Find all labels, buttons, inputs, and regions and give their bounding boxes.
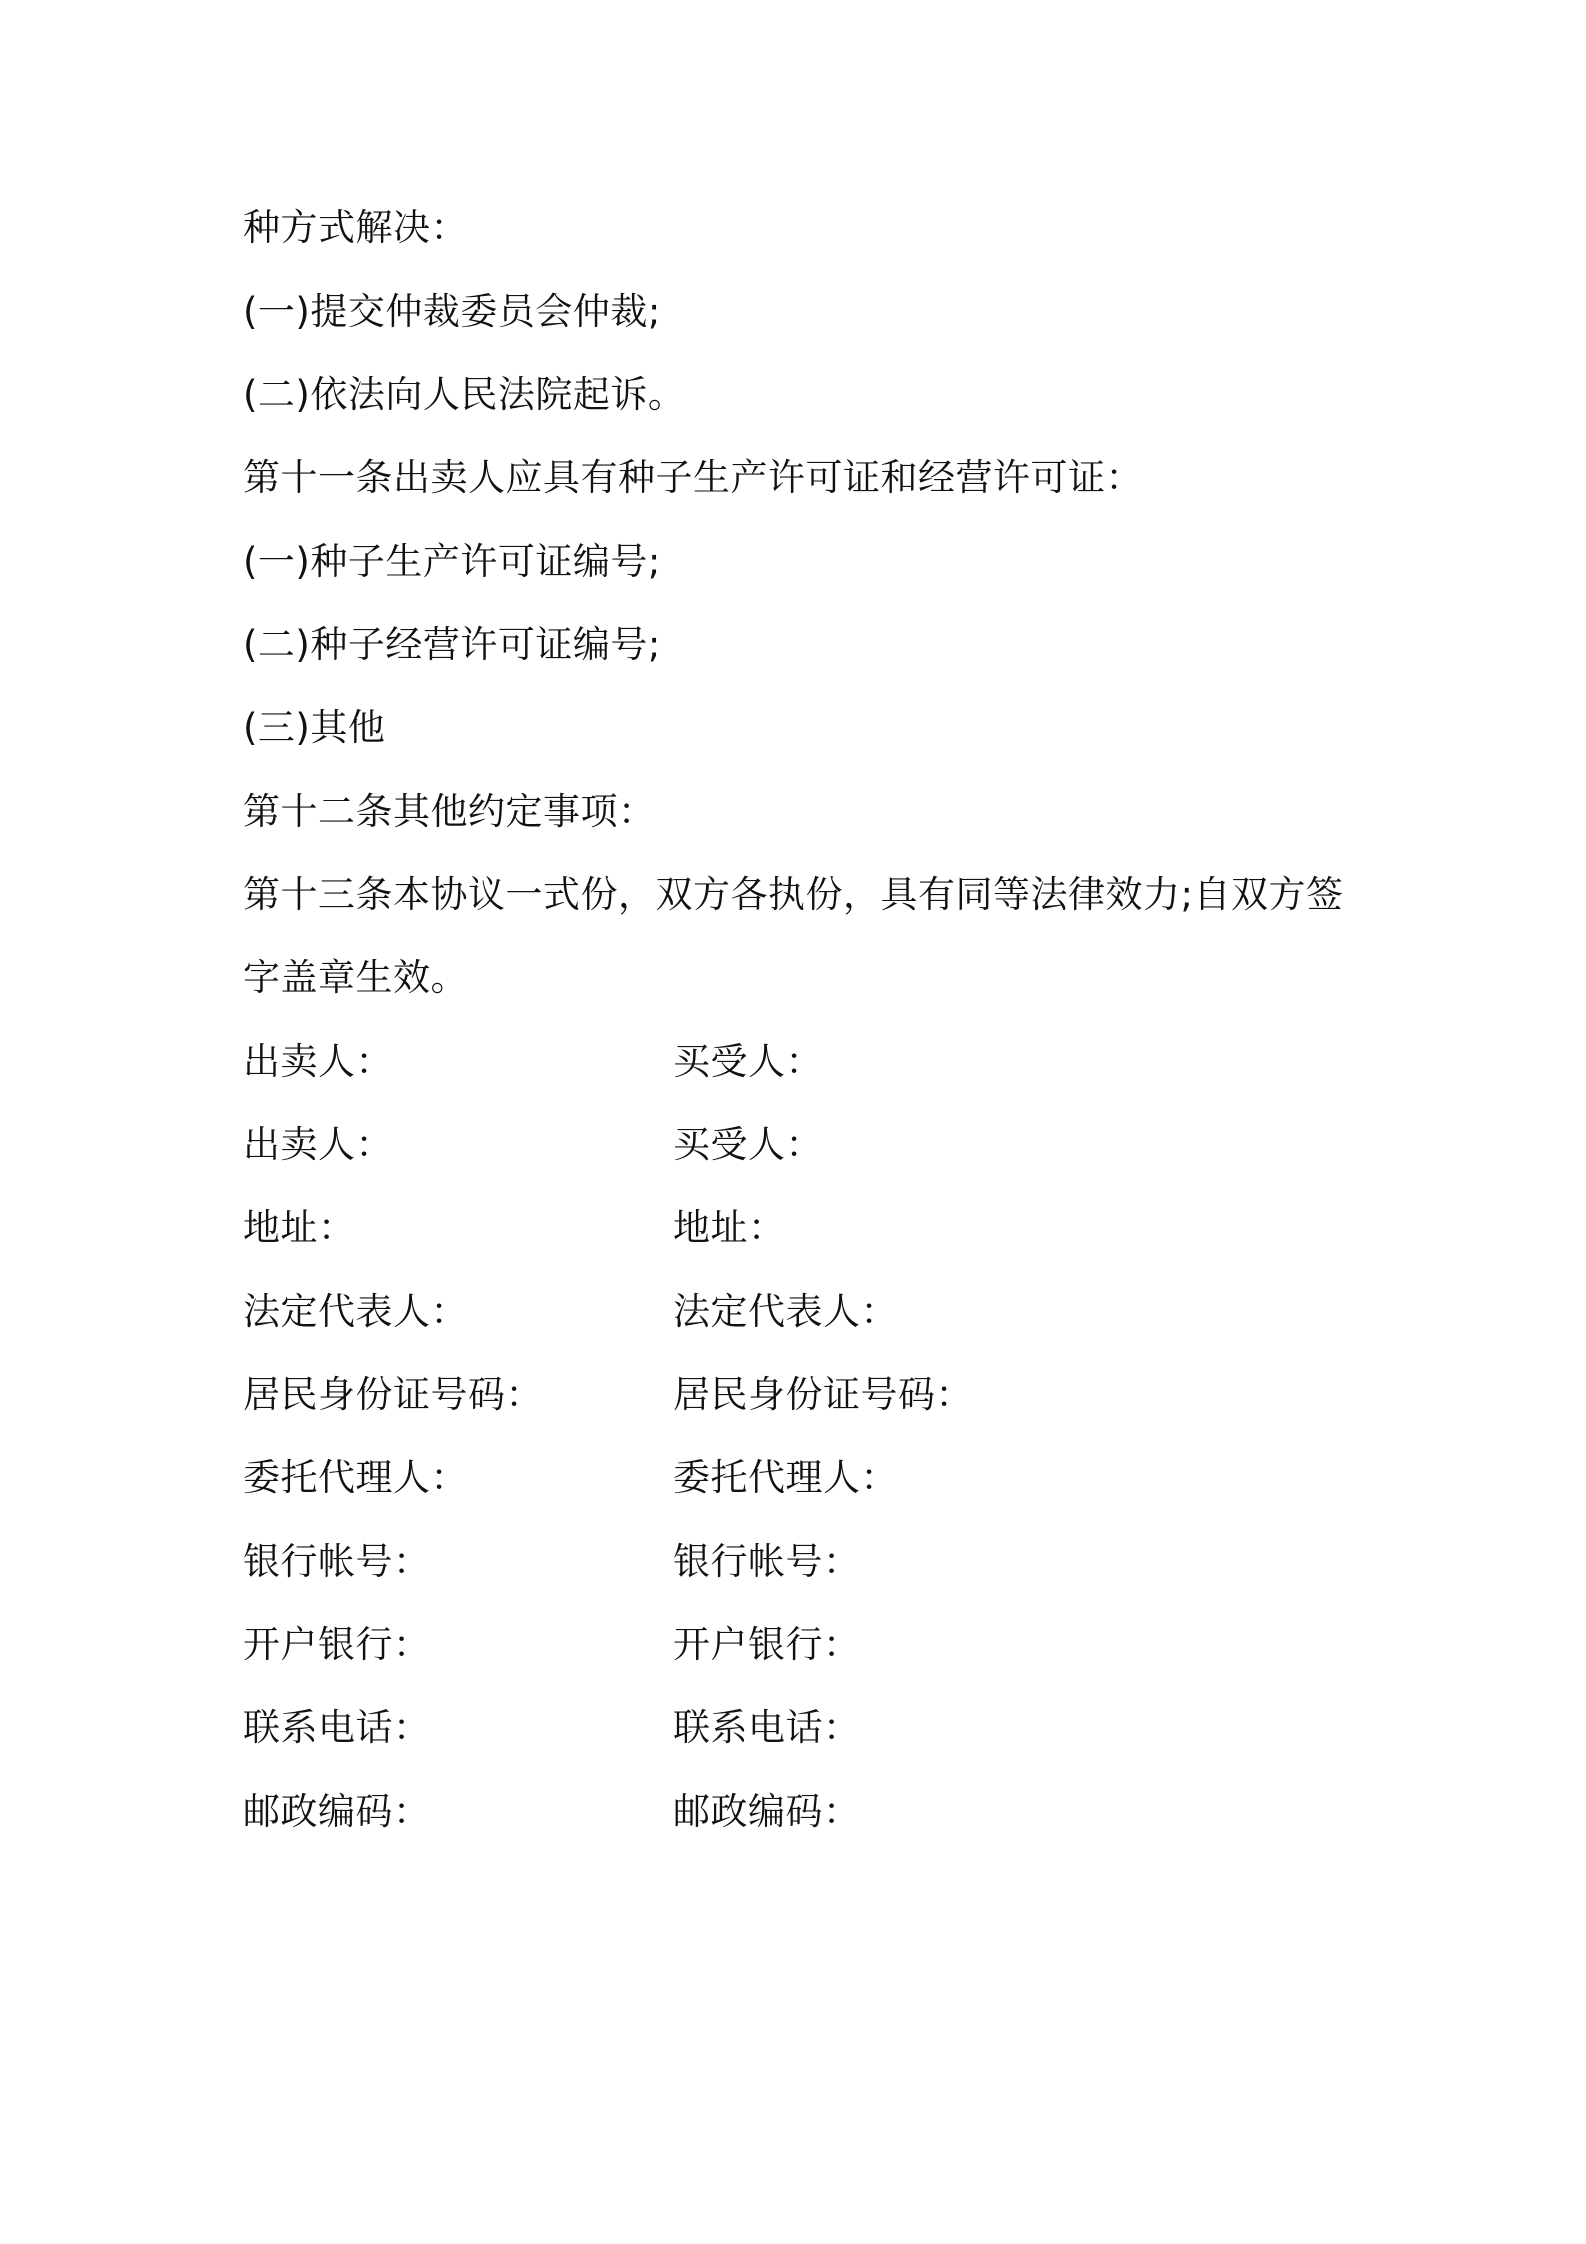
signature-row-seller [243, 1037, 1343, 1087]
seller-postal-code-label: 邮政编码： [243, 1790, 431, 1833]
seller-id-number-label: 居民身份证号码： [243, 1373, 543, 1416]
article-thirteen-line-two: 字盖章生效。 [243, 956, 468, 999]
buyer-address-label: 地址： [673, 1206, 786, 1249]
buyer-id-number-label: 居民身份证号码： [673, 1373, 973, 1416]
buyer-bank-account-label: 银行帐号： [673, 1540, 861, 1583]
seller-agent-label: 委托代理人： [243, 1456, 468, 1499]
buyer-bank-label: 开户银行： [673, 1623, 861, 1666]
signature-row-seller-repeat [243, 1120, 1343, 1170]
buyer-postal-code-label: 邮政编码： [673, 1790, 861, 1833]
signature-row-postal-code [243, 1787, 1343, 1837]
seller-bank-label: 开户银行： [243, 1623, 431, 1666]
signature-row-agent [243, 1453, 1343, 1503]
paragraph-other: (三)其他 [243, 706, 386, 749]
paragraph-production-license-number: (一)种子生产许可证编号; [243, 540, 661, 583]
signature-row-address [243, 1203, 1343, 1253]
seller-label-repeat: 出卖人： [243, 1123, 393, 1166]
signature-row-legal-representative [243, 1287, 1343, 1337]
paragraph-arbitration-option: (一)提交仲裁委员会仲裁; [243, 290, 661, 333]
seller-address-label: 地址： [243, 1206, 356, 1249]
buyer-label: 买受人： [673, 1040, 823, 1083]
paragraph-dispute-resolution-intro: 种方式解决： [243, 206, 468, 249]
paragraph-litigation-option: (二)依法向人民法院起诉。 [243, 373, 686, 416]
seller-phone-label: 联系电话： [243, 1706, 431, 1749]
seller-legal-representative-label: 法定代表人： [243, 1290, 468, 1333]
buyer-phone-label: 联系电话： [673, 1706, 861, 1749]
signature-row-id-number [243, 1370, 1343, 1420]
paragraph-business-license-number: (二)种子经营许可证编号; [243, 623, 661, 666]
buyer-legal-representative-label: 法定代表人： [673, 1290, 898, 1333]
article-eleven-heading: 第十一条出卖人应具有种子生产许可证和经营许可证： [243, 456, 1143, 499]
buyer-label-repeat: 买受人： [673, 1123, 823, 1166]
signature-row-phone [243, 1703, 1343, 1753]
buyer-agent-label: 委托代理人： [673, 1456, 898, 1499]
article-twelve-heading: 第十二条其他约定事项： [243, 790, 656, 833]
seller-label: 出卖人： [243, 1040, 393, 1083]
signature-row-bank [243, 1620, 1343, 1670]
signature-row-bank-account [243, 1537, 1343, 1587]
seller-bank-account-label: 银行帐号： [243, 1540, 431, 1583]
article-thirteen-line-one: 第十三条本协议一式份，双方各执份，具有同等法律效力;自双方签 [243, 873, 1344, 916]
